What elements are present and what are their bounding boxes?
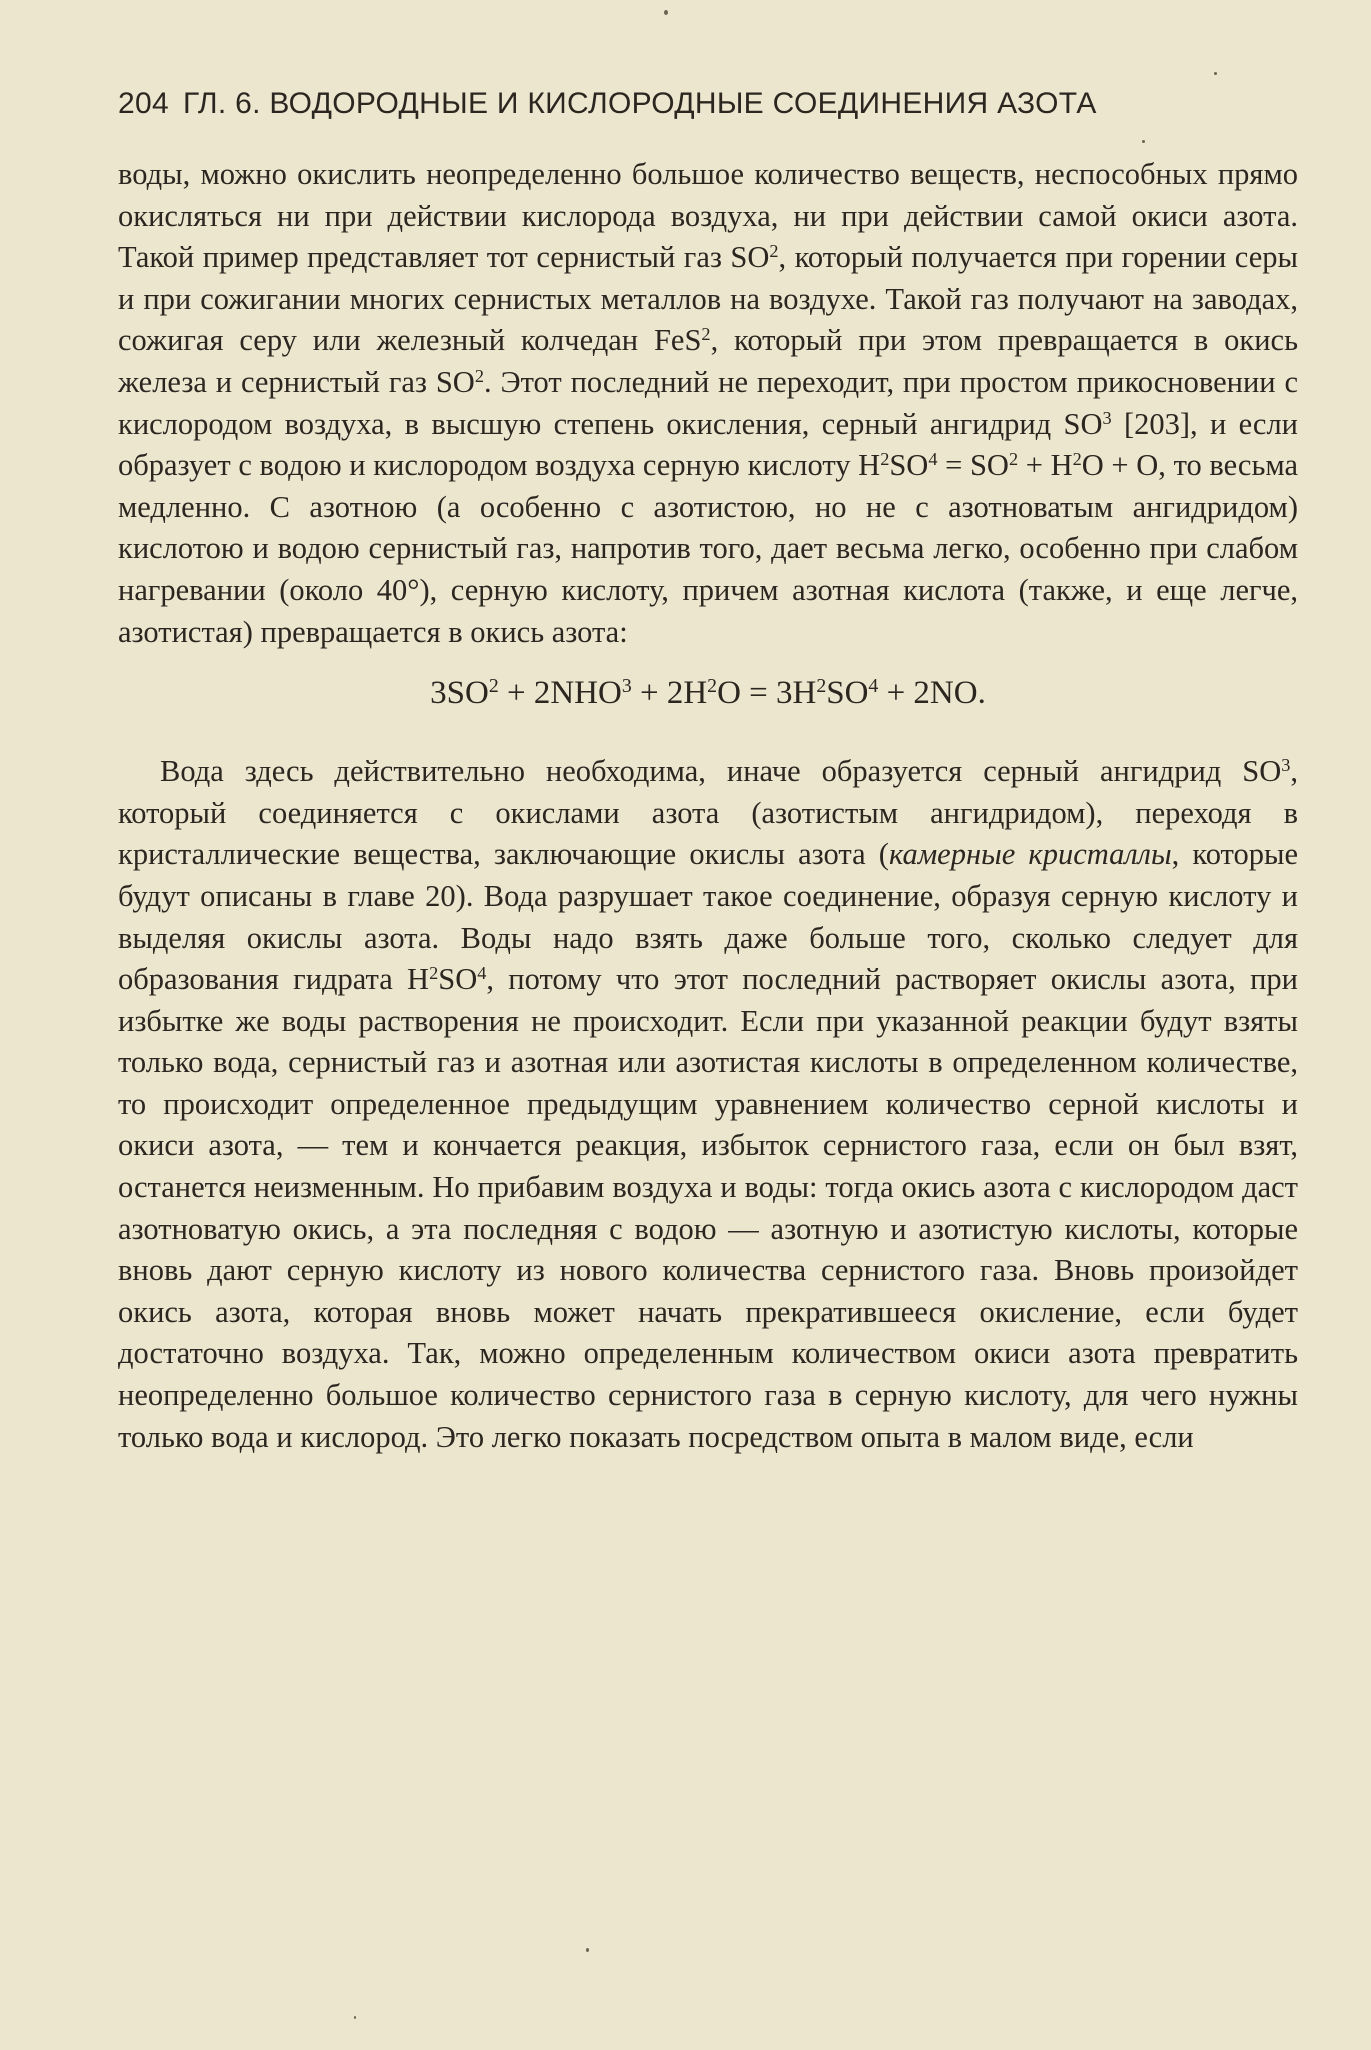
paper-speck xyxy=(1214,72,1217,75)
text-run: SO xyxy=(438,962,478,997)
text-run: SO xyxy=(889,448,929,483)
text-run: = SO xyxy=(937,448,1009,483)
text-run: , который соединяется с окислами азота (азотистым ангидридом), переходя в кристаллические вещества, заключающие окислы азота ( xyxy=(118,754,1298,872)
subscript-digit: 2 xyxy=(707,675,718,698)
text-run: воды, можно окислить неопределенно большое количество веществ, неспособных прямо окисляться ни при действии кислорода воздуха, ни при действии самой окиси азота. Такой пример представляет тот сернистый газ SO xyxy=(118,157,1298,275)
paper-speck xyxy=(664,10,668,15)
reaction-equation xyxy=(118,671,1298,715)
subscript-digit: 2 xyxy=(1072,449,1082,470)
formula-term: O = 3H xyxy=(717,675,817,712)
subscript-digit: 2 xyxy=(816,675,827,698)
italic-term: камерные кристаллы xyxy=(888,837,1172,872)
formula-term: 3SO xyxy=(430,675,489,712)
subscript-digit: 3 xyxy=(1281,755,1291,776)
chapter-title: ГЛ. 6. ВОДОРОДНЫЕ И КИСЛОРОДНЫЕ СОЕДИНЕНИЯ АЗОТА xyxy=(182,87,1097,120)
text-run: , который получается при горении серы и при сожигании многих сернистых металлов на воздухе. Такой газ получают на заводах, сожигая серу или железный колчедан FeS xyxy=(118,240,1298,358)
text-run: + H xyxy=(1018,448,1073,483)
formula-term: + 2NHO xyxy=(498,675,622,712)
subscript-digit: 3 xyxy=(1102,407,1112,428)
paragraph-1 xyxy=(118,154,1298,653)
page-number: 204 xyxy=(118,87,169,120)
text-run: Вода здесь действительно необходима, иначе образуется серный ангидрид SO xyxy=(160,754,1282,789)
subscript-digit: 4 xyxy=(477,963,487,984)
formula-term: + 2H xyxy=(631,675,708,712)
subscript-digit: 2 xyxy=(701,324,711,345)
text-run: . Этот последний не переходит, при простом прикосновении с кислородом воздуха, в высшую степень окисления, серный ангидрид SO xyxy=(118,364,1298,441)
paper-speck xyxy=(354,2016,356,2019)
subscript-digit: 2 xyxy=(1008,449,1019,470)
formula-term: + 2NO. xyxy=(878,675,986,712)
formula-term: SO xyxy=(826,675,869,712)
running-head xyxy=(118,84,1298,124)
subscript-digit: 2 xyxy=(429,963,439,984)
subscript-digit: 2 xyxy=(488,675,499,698)
text-run: [203], и если образует с водою и кислородом воздуха серную кислоту H xyxy=(118,406,1298,483)
text-run: , которые будут описаны в главе 20). Вода разрушает такое соединение, образуя серную кислоту и выделяя окислы азота. Воды надо взять даже больше того, сколько следует для образования гидрата H xyxy=(118,837,1298,997)
text-run: , потому что этот последний растворяет окислы азота, при избытке же воды растворения не происходит. Если при указанной реакции будут взяты только вода, сернистый газ и азотная или азотистая кислоты в определенном количестве, то происходит определенное предыдущим уравнением количество серной кислоты и окиси азота, — тем и кончается реакция, избыток сернистого газа, если он был взят, останется неизменным. Но прибавим воздуха и воды: тогда окись азота с кислородом даст азотноватую окись, а эта последняя с водою — азотную и азотистую кислоты, которые вновь дают серную кислоту из нового количества сернистого газа. Вновь произойдет окись азота, которая вновь может начать прекратившееся окисление, если будет достаточно воздуха. Так, можно определенным количеством окиси азота превратить неопределенно большое количество сернистого газа в серную кислоту, для чего нужны только вода и кислород. Это легко показать посредством опыта в малом виде, если xyxy=(118,962,1298,1454)
text-run: , который при этом превращается в окись железа и сернистый газ SO xyxy=(118,323,1298,399)
subscript-digit: 4 xyxy=(868,675,879,698)
paragraph-2 xyxy=(118,751,1298,1458)
subscript-digit: 2 xyxy=(769,241,779,262)
subscript-digit: 2 xyxy=(474,365,484,386)
subscript-digit: 2 xyxy=(880,449,890,470)
book-page xyxy=(118,84,1298,1458)
text-run: O + O, то весьма медленно. С азотною (а особенно с азотистою, но не с азотноватым ангидридом) кислотою и водою сернистый газ, напротив того, дает весьма легко, особенно при слабом нагревании (около 40°), серную кислоту, причем азотная кислота (также, и еще легче, азотистая) превращается в окись азота: xyxy=(118,448,1298,649)
subscript-digit: 4 xyxy=(928,449,938,470)
subscript-digit: 3 xyxy=(621,675,632,698)
paper-speck xyxy=(586,1948,589,1952)
